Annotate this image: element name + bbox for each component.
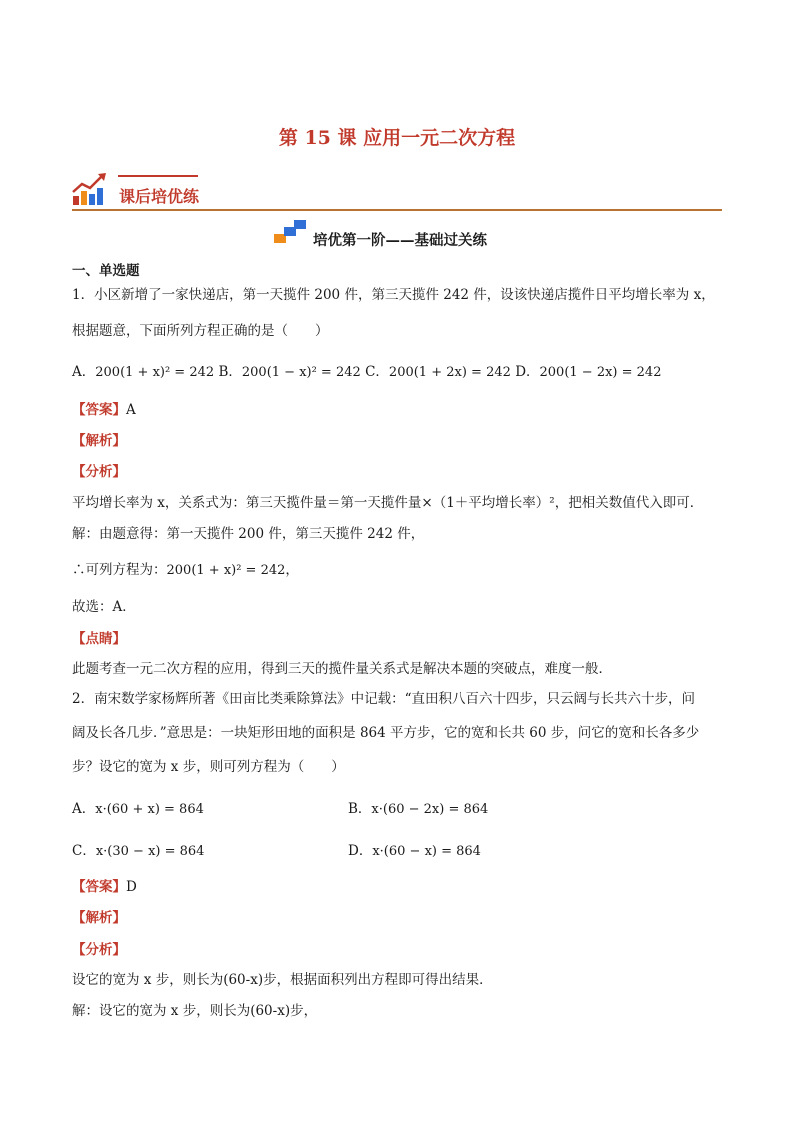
q2-option-d: x·(60 − x) = 864 bbox=[372, 844, 481, 859]
q1-analysis-label: 【解析】 bbox=[72, 433, 126, 449]
q1-answer: A bbox=[126, 402, 136, 418]
q1-solution-suffix: ， bbox=[285, 562, 299, 578]
q1-option-d: 200(1 − 2x) = 242 bbox=[539, 365, 662, 380]
part-heading: 一、单选题 bbox=[72, 263, 140, 279]
q2-analysis-label: 【解析】 bbox=[72, 910, 126, 926]
q1-option-b-label: B． bbox=[218, 364, 242, 380]
q2-option-c-label: C． bbox=[72, 843, 96, 859]
q2-option-c: x·(30 − x) = 864 bbox=[95, 844, 205, 859]
q2-option-b-row bbox=[348, 797, 488, 817]
page-title: 第 15 课 应用一元二次方程 bbox=[278, 127, 516, 149]
q2-option-c-row bbox=[72, 839, 204, 859]
q1-answer-row bbox=[72, 398, 136, 418]
q1-solution-prefix: ∴可列方程为： bbox=[72, 562, 167, 578]
q2-option-a: x·(60 + x) = 864 bbox=[95, 802, 204, 817]
q2-stem-line-3: 步？设它的宽为 x 步，则可列方程为（ ） bbox=[72, 759, 345, 775]
q2-option-a-label: A． bbox=[72, 801, 96, 817]
section-divider bbox=[72, 209, 722, 211]
q2-option-a-row bbox=[72, 797, 204, 817]
q1-dianjing-text: 此题考查一元二次方程的应用，得到三天的揽件量关系式是解决本题的突破点，难度一般． bbox=[72, 661, 612, 677]
q1-option-d-label: D． bbox=[515, 364, 540, 380]
q1-analysis-text: 平均增长率为 x，关系式为：第三天揽件量＝第一天揽件量×（1＋平均增长率）²，把相关数值代入即可． bbox=[72, 495, 704, 511]
q2-fenxi-label: 【分析】 bbox=[72, 942, 126, 958]
q2-analysis-text: 设它的宽为 x 步，则长为(60-x)步，根据面积列出方程即可得出结果． bbox=[72, 972, 493, 988]
q2-answer-label: 【答案】 bbox=[72, 879, 126, 895]
q2-option-b-label: B． bbox=[348, 801, 372, 817]
q1-stem-line-2: 根据题意，下面所列方程正确的是（ ） bbox=[72, 323, 329, 339]
q2-option-d-row bbox=[348, 839, 481, 859]
section-title: 课后培优练 bbox=[119, 187, 200, 206]
q1-answer-label: 【答案】 bbox=[72, 402, 126, 418]
section-top-line bbox=[118, 175, 198, 177]
q2-answer-row bbox=[72, 875, 137, 895]
q1-dianjing-label: 【点睛】 bbox=[72, 631, 126, 647]
tier-title: 培优第一阶——基础过关练 bbox=[313, 232, 487, 249]
q1-fenxi-label: 【分析】 bbox=[72, 464, 126, 480]
q1-solution-equation: 200(1 + x)² = 242 bbox=[166, 563, 286, 578]
q1-solution-line-3: 故选：A． bbox=[72, 599, 136, 615]
q1-stem-line-1: 1．小区新增了一家快递店，第一天揽件 200 件，第三天揽件 242 件，设该快递店揽件日平均增长率为 x， bbox=[72, 287, 715, 303]
q1-option-a-label: A． bbox=[72, 364, 96, 380]
q2-solution-line-1: 解：设它的宽为 x 步，则长为(60-x)步， bbox=[72, 1003, 318, 1019]
q1-options bbox=[72, 360, 661, 380]
q1-option-c-label: C． bbox=[365, 364, 389, 380]
q1-option-c: 200(1 + 2x) = 242 bbox=[388, 365, 511, 380]
growth-chart-icon bbox=[72, 172, 108, 206]
q2-option-b: x·(60 − 2x) = 864 bbox=[371, 802, 489, 817]
q1-solution-line-1: 解：由题意得：第一天揽件 200 件，第三天揽件 242 件， bbox=[72, 526, 425, 542]
q2-stem-line-2: 阔及长各几步．”意思是：一块矩形田地的面积是 864 平方步，它的宽和长共 60 步，问它的宽和长各多少 bbox=[72, 725, 700, 741]
q2-stem-line-1: 2．南宋数学家杨辉所著《田亩比类乘除算法》中记载：“直田积八百六十四步，只云阔与长共六十步，问 bbox=[72, 691, 695, 707]
q1-option-b: 200(1 − x)² = 242 bbox=[241, 365, 361, 380]
stairs-icon bbox=[274, 220, 308, 244]
q1-solution-line-2 bbox=[72, 558, 299, 578]
q2-answer: D bbox=[126, 879, 137, 895]
q2-option-d-label: D． bbox=[348, 843, 373, 859]
q1-option-a: 200(1 + x)² = 242 bbox=[95, 365, 215, 380]
